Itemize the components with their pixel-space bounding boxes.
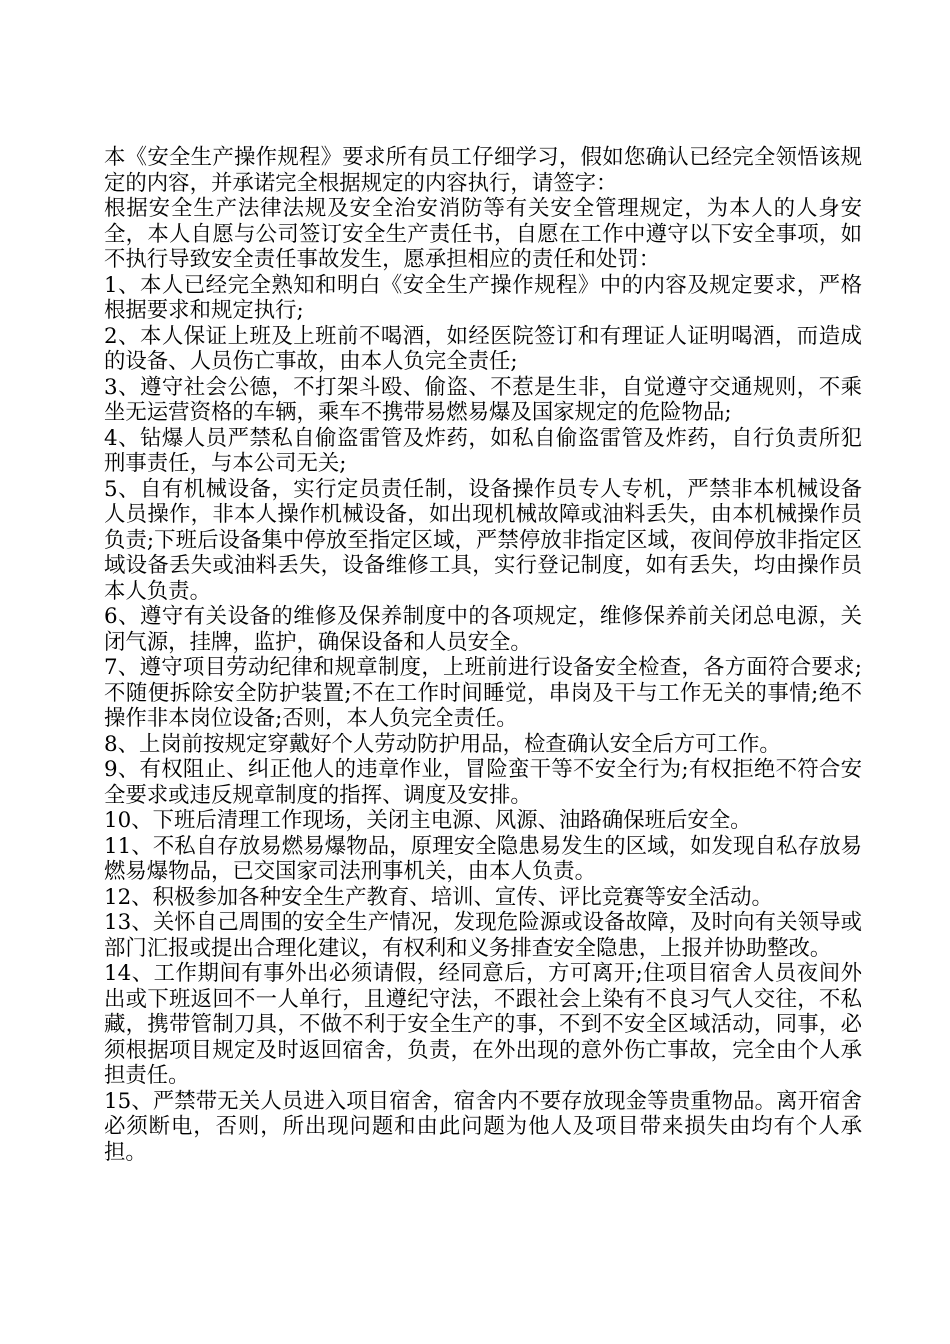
rule-item-3: 3、遵守社会公德，不打架斗殴、偷盗、不惹是生非，自觉遵守交通规则，不乘坐无运营资格的车辆，乘车不携带易燃易爆及国家规定的危险物品;	[104, 374, 862, 425]
rule-item-12: 12、积极参加各种安全生产教育、培训、宣传、评比竞赛等安全活动。	[104, 884, 773, 910]
intro-signature-request: 本《安全生产操作规程》要求所有员工仔细学习，假如您确认已经完全领悟该规定的内容，并承诺完全根据规定的内容执行，请签字：	[104, 145, 862, 196]
rule-item-8: 8、上岗前按规定穿戴好个人劳动防护用品，检查确认安全后方可工作。	[104, 731, 781, 757]
rule-item-6: 6、遵守有关设备的维修及保养制度中的各项规定，维修保养前关闭总电源，关闭气源，挂牌，监护，确保设备和人员安全。	[104, 604, 862, 655]
rule-item-7: 7、遵守项目劳动纪律和规章制度，上班前进行设备安全检查，各方面符合要求;不随便拆除安全防护装置;不在工作时间睡觉，串岗及干与工作无关的事情;绝不操作非本岗位设备;否则，本人负完全责任。	[104, 655, 862, 731]
document-body	[104, 145, 862, 1165]
rule-item-15: 15、严禁带无关人员进入项目宿舍，宿舍内不要存放现金等贵重物品。离开宿舍必须断电，否则，所出现问题和由此问题为他人及项目带来损失由均有个人承担。	[104, 1088, 862, 1165]
rule-item-11: 11、不私自存放易燃易爆物品，原理安全隐患易发生的区域，如发现自私存放易燃易爆物品，已交国家司法刑事机关，由本人负责。	[104, 833, 862, 884]
rule-item-13: 13、关怀自己周围的安全生产情况，发现危险源或设备故障，及时向有关领导或部门汇报或提出合理化建议，有权利和义务排查安全隐患，上报并协助整改。	[104, 910, 862, 961]
rule-item-14: 14、工作期间有事外出必须请假，经同意后，方可离开;住项目宿舍人员夜间外出或下班返回不一人单行，且遵纪守法，不跟社会上染有不良习气人交往，不私藏，携带管制刀具，不做不利于安全生产的事，不到不安全区域活动，同事，必须根据项目规定及时返回宿舍，负责，在外出现的意外伤亡事故，完全由个人承担责任。	[104, 961, 862, 1088]
responsibility-preamble: 根据安全生产法律法规及安全治安消防等有关安全管理规定，为本人的人身安全，本人自愿与公司签订安全生产责任书，自愿在工作中遵守以下安全事项，如不执行导致安全责任事故发生，愿承担相应的责任和处罚：	[104, 196, 862, 272]
rule-item-4: 4、钻爆人员严禁私自偷盗雷管及炸药，如私自偷盗雷管及炸药，自行负责所犯刑事责任，与本公司无关;	[104, 425, 862, 476]
rule-item-5: 5、自有机械设备，实行定员责任制，设备操作员专人专机，严禁非本机械设备人员操作，非本人操作机械设备，如出现机械故障或油料丢失，由本机械操作员负责;下班后设备集中停放至指定区域，严禁停放非指定区域，夜间停放非指定区域设备丢失或油料丢失，设备维修工具，实行登记制度，如有丢失，均由操作员本人负责。	[104, 476, 862, 604]
rule-item-9: 9、有权阻止、纠正他人的违章作业，冒险蛮干等不安全行为;有权拒绝不符合安全要求或违反规章制度的指挥、调度及安排。	[104, 757, 862, 808]
rule-item-1: 1、本人已经完全熟知和明白《安全生产操作规程》中的内容及规定要求，严格根据要求和规定执行;	[104, 272, 862, 323]
rule-item-10: 10、下班后清理工作现场，关闭主电源、风源、油路确保班后安全。	[104, 808, 752, 833]
rule-item-2: 2、本人保证上班及上班前不喝酒，如经医院签订和有理证人证明喝酒，而造成的设备、人员伤亡事故，由本人负完全责任;	[104, 323, 862, 374]
